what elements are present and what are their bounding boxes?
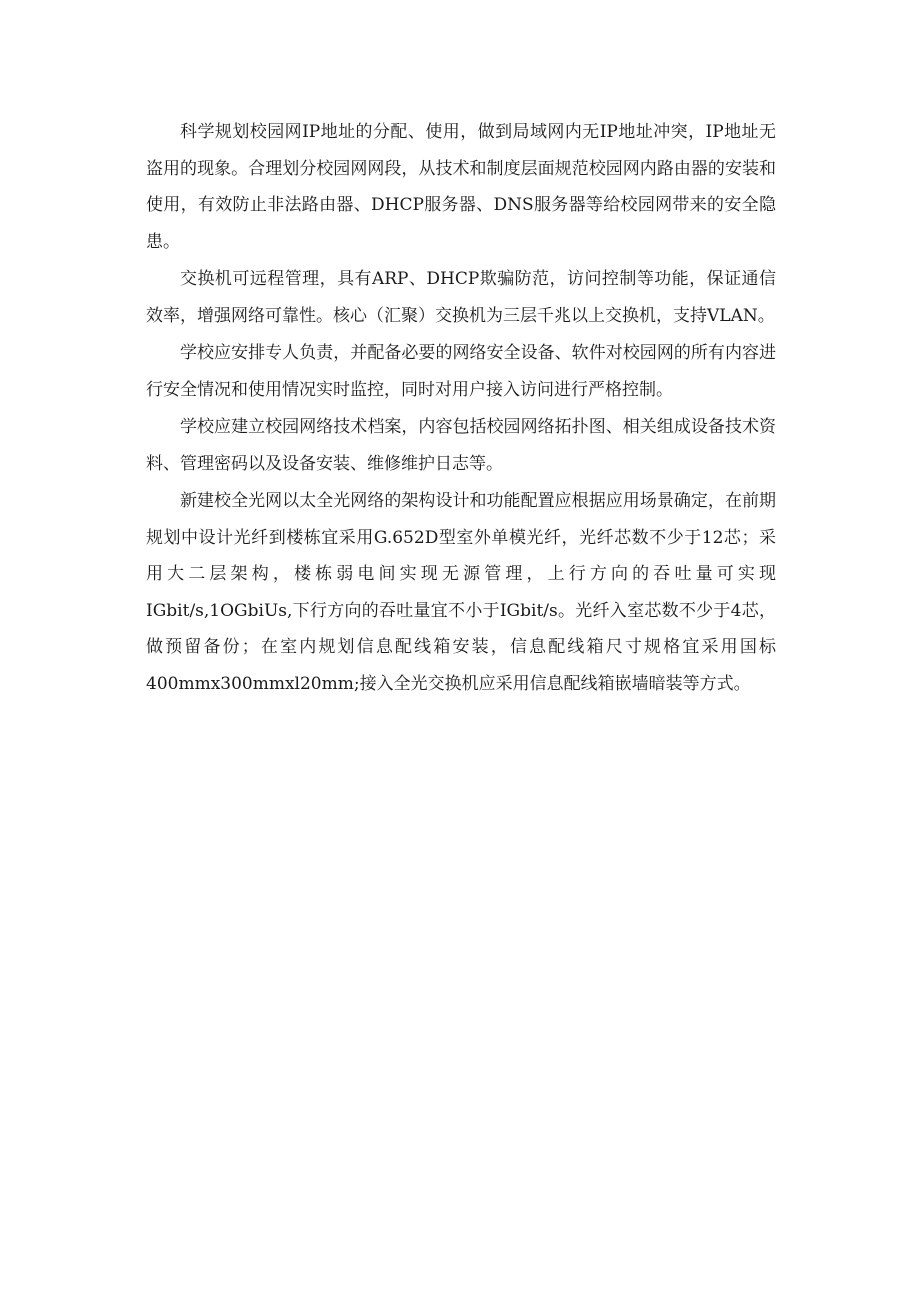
paragraph-technical-archive: 学校应建立校园网络技术档案，内容包括校园网络拓扑图、相关组成设备技术资料、管理密码以及设备安装、维修维护日志等。 bbox=[146, 417, 776, 474]
document-body bbox=[146, 114, 776, 702]
paragraph-ip-planning: 科学规划校园网IP地址的分配、使用，做到局域网内无IP地址冲突，IP地址无盗用的现象。合理划分校园网网段，从技术和制度层面规范校园网内路由器的安装和使用，有效防止非法路由器、DHCP服务器、DNS服务器等给校园网带来的安全隐患。 bbox=[146, 122, 776, 252]
paragraph-security-monitoring: 学校应安排专人负责，并配备必要的网络安全设备、软件对校园网的所有内容进行安全情况和使用情况实时监控，同时对用户接入访问进行严格控制。 bbox=[146, 343, 776, 400]
paragraph-switch-management: 交换机可远程管理，具有ARP、DHCP欺骗防范，访问控制等功能，保证通信效率，增强网络可靠性。核心（汇聚）交换机为三层千兆以上交换机，支持VLAN。 bbox=[146, 269, 776, 326]
paragraph-all-optical-network: 新建校全光网以太全光网络的架构设计和功能配置应根据应用场景确定，在前期规划中设计光纤到楼栋宜采用G.652D型室外单模光纤，光纤芯数不少于12芯；采用大二层架构，楼栋弱电间实现无源管理，上行方向的吞吐量可实现IGbit/s,1OGbiUs,下行方向的吞吐量宜不小于IGbit/s。光纤入室芯数不少于4芯，做预留备份；在室内规划信息配线箱安装，信息配线箱尺寸规格宜采用国标400mmx300mmxl20mm;接入全光交换机应采用信息配线箱嵌墙暗装等方式。 bbox=[146, 491, 776, 694]
